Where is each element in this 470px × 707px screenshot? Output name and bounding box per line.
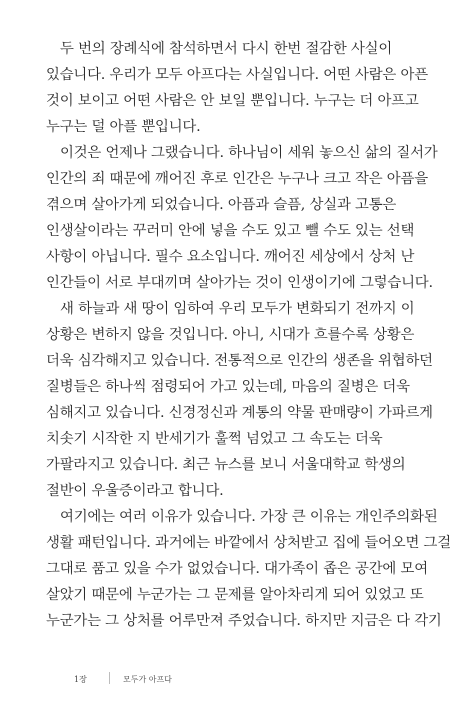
text-line: 치솟기 시작한 지 반세기가 훌쩍 넘었고 그 속도는 더욱 — [46, 431, 383, 447]
text-line: 새 하늘과 새 땅이 임하여 우리 모두가 변화되기 전까지 이 — [60, 301, 415, 317]
paragraph-3 — [46, 296, 433, 504]
page-number: 1장 — [74, 675, 87, 684]
text-line: 상황은 변하지 않을 것입니다. 아니, 시대가 흐를수록 상황은 — [46, 327, 415, 343]
running-title: 모두가 아프다 — [123, 675, 172, 684]
text-line: 인간들이 서로 부대끼며 살아가는 것이 인생이기에 그렇습니다. — [46, 275, 433, 291]
text-line: 두 번의 장례식에 참석하면서 다시 한번 절감한 사실이 — [60, 41, 393, 57]
text-line: 여기에는 여러 이유가 있습니다. 가장 큰 이유는 개인주의화된 — [60, 509, 438, 525]
paragraph-4 — [46, 504, 451, 634]
text-line: 겪으며 살아가게 되었습니다. 아픔과 슬픔, 상실과 고통은 — [46, 197, 397, 213]
text-line: 인간의 죄 때문에 깨어진 후로 인간은 누구나 크고 작은 아픔을 — [46, 171, 428, 187]
text-line: 더욱 심각해지고 있습니다. 전통적으로 인간의 생존을 위협하던 — [46, 353, 433, 369]
page-body — [46, 36, 451, 634]
text-line: 누구는 덜 아플 뿐입니다. — [46, 119, 201, 135]
text-line: 가팔라지고 있습니다. 최근 뉴스를 보니 서울대학교 학생의 — [46, 457, 406, 473]
page-footer — [0, 672, 470, 686]
text-line: 절반이 우울증이라고 합니다. — [46, 483, 224, 499]
text-line: 심해지고 있습니다. 신경정신과 계통의 약물 판매량이 가파르게 — [46, 405, 433, 421]
footer-divider — [109, 672, 110, 684]
text-line: 사항이 아닙니다. 필수 요소입니다. 깨어진 세상에서 상처 난 — [46, 249, 415, 265]
text-line: 누군가는 그 상처를 어루만져 주었습니다. 하지만 지금은 다 각기 — [46, 613, 442, 629]
text-line: 생활 패턴입니다. 과거에는 바깥에서 상처받고 집에 들어오면 그걸 — [46, 535, 451, 551]
text-line: 질병들은 하나씩 점령되어 가고 있는데, 마음의 질병은 더욱 — [46, 379, 410, 395]
text-line: 있습니다. 우리가 모두 아프다는 사실입니다. 어떤 사람은 아픈 — [46, 67, 428, 83]
text-line: 인생살이라는 꾸러미 안에 넣을 수도 있고 뺄 수도 있는 선택 — [46, 223, 415, 239]
paragraph-1 — [46, 36, 428, 140]
paragraph-2 — [46, 140, 438, 296]
text-line: 그대로 품고 있을 수가 없었습니다. 대가족이 좁은 공간에 모여 — [46, 561, 428, 577]
text-line: 것이 보이고 어떤 사람은 안 보일 뿐입니다. 누구는 더 아프고 — [46, 93, 419, 109]
text-line: 이것은 언제나 그랬습니다. 하나님이 세워 놓으신 삶의 질서가 — [60, 145, 438, 161]
text-line: 살았기 때문에 누군가는 그 문제를 알아차리게 되어 있었고 또 — [46, 587, 424, 603]
